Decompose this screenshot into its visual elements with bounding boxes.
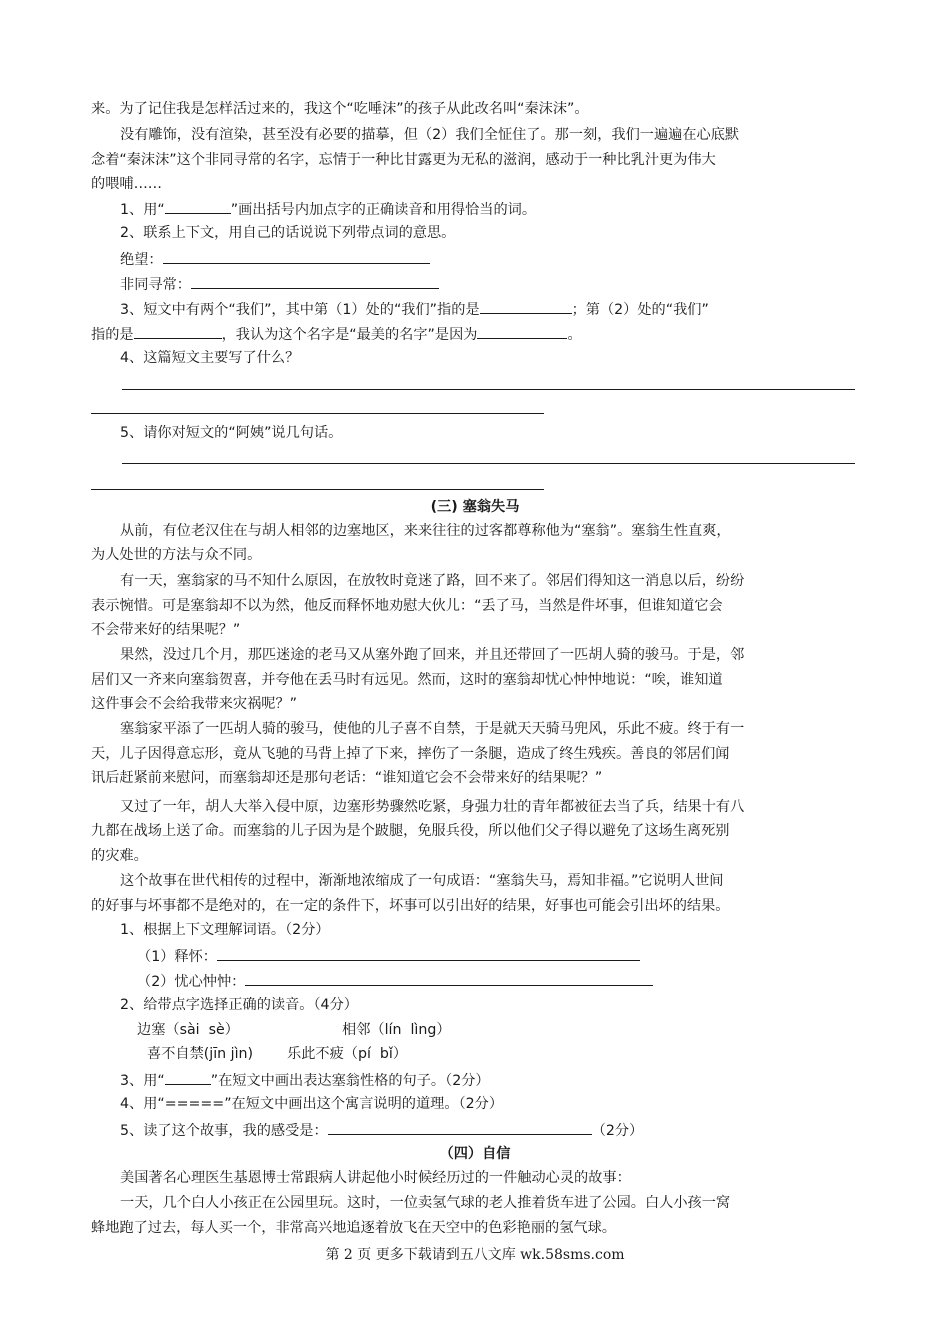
- question-2a: 边塞（sài sè）: [137, 1022, 239, 1038]
- passage-line: 这件事会不会给我带来灾祸呢？”: [91, 696, 297, 712]
- answer-blank[interactable]: [165, 198, 231, 214]
- question-1b: （2）忧心忡忡：: [137, 970, 653, 992]
- passage-line: 从前，有位老汉住在与胡人相邻的边塞地区，来来往往的过客都尊称他为“塞翁”。塞翁生性直爽，: [120, 523, 731, 539]
- answer-blank[interactable]: [477, 323, 567, 339]
- passage-line: 有一天，塞翁家的马不知什么原因，在放牧时竟迷了路，回不来了。邻居们得知这一消息以后，纷纷: [120, 573, 745, 589]
- answer-blank[interactable]: [191, 273, 439, 289]
- section-title: (三) 塞翁失马: [430, 499, 520, 515]
- passage-line: 不会带来好的结果呢？”: [91, 622, 241, 638]
- passage-line: 九都在战场上送了命。而塞翁的儿子因为是个跛腿，免服兵役，所以他们父子得以避免了这场生离死别: [91, 823, 730, 839]
- passage-line: 念着“秦沫沫”这个非同寻常的名字，忘情于一种比甘露更为无私的滋润，感动于一种比乳汁更为伟大: [91, 152, 716, 168]
- section-title: （四）自信: [439, 1146, 511, 1162]
- answer-line[interactable]: [122, 389, 855, 390]
- answer-blank[interactable]: [328, 1119, 592, 1135]
- passage-line: 一天，几个白人小孩正在公园里玩。这时，一位卖氢气球的老人推着货车进了公园。白人小孩一窝: [120, 1195, 731, 1211]
- question-3: 3、短文中有两个“我们”，其中第（1）处的“我们”指的是 ；第（2）处的“我们”: [120, 298, 709, 320]
- question-1: 1、根据上下文理解词语。（2分）: [120, 922, 330, 938]
- passage-line: 的喂哺……: [91, 176, 162, 192]
- passage-line: 居们又一齐来向塞翁贺喜，并夸他在丢马时有远见。然而，这时的塞翁却忧心忡忡地说：“唉，谁知道: [91, 672, 723, 688]
- passage-line: 来。为了记住我是怎样活过来的，我这个“吃唾沫”的孩子从此改名叫“秦沫沫”。: [91, 101, 589, 117]
- question-5: 5、读了这个故事，我的感受是： （2分）: [120, 1119, 643, 1141]
- answer-line[interactable]: [91, 413, 544, 414]
- passage-line: 没有雕饰，没有渲染，甚至没有必要的描摹，但（2）我们全怔住了。那一刻，我们一遍遍在心底默: [120, 127, 740, 143]
- answer-blank[interactable]: [165, 1069, 211, 1085]
- answer-line[interactable]: [91, 489, 544, 490]
- question-3: 3、用“ ”在短文中画出表达塞翁性格的句子。（2分）: [120, 1069, 490, 1091]
- question-5: 5、请你对短文的“阿姨”说几句话。: [120, 425, 343, 441]
- answer-blank[interactable]: [245, 970, 653, 986]
- question-4: 4、用“=====”在短文中画出这个寓言说明的道理。（2分）: [120, 1096, 504, 1112]
- answer-blank[interactable]: [217, 945, 640, 961]
- question-2: 2、联系上下文，用自己的话说说下列带点词的意思。: [120, 225, 456, 241]
- answer-blank[interactable]: [134, 323, 222, 339]
- question-2c: 喜不自禁(jīn jìn): [147, 1046, 254, 1062]
- answer-blank[interactable]: [163, 248, 430, 264]
- passage-line: 塞翁家平添了一匹胡人骑的骏马，使他的儿子喜不自禁，于是就天天骑马兜风，乐此不疲。终于有一: [120, 721, 745, 737]
- passage-line: 为人处世的方法与众不同。: [91, 547, 262, 563]
- answer-blank[interactable]: [480, 298, 572, 314]
- question-4: 4、这篇短文主要写了什么？: [120, 350, 300, 366]
- page-footer: 第 2 页 更多下载请到五八文库 wk.58sms.com: [325, 1247, 625, 1263]
- passage-line: 表示惋惜。可是塞翁却不以为然，他反而释怀地劝慰大伙儿：“丢了马，当然是件坏事，但谁知道它会: [91, 598, 723, 614]
- passage-line: 这个故事在世代相传的过程中，渐渐地浓缩成了一句成语：“塞翁失马，焉知非福。”它说明人世间: [120, 873, 724, 889]
- passage-line: 蜂地跑了过去，每人买一个，非常高兴地追逐着放飞在天空中的色彩艳丽的氢气球。: [91, 1220, 616, 1236]
- passage-line: 果然，没过几个月，那匹迷途的老马又从塞外跑了回来，并且还带回了一匹胡人骑的骏马。于是，邻: [120, 647, 745, 663]
- question-2b: 非同寻常：: [120, 273, 439, 295]
- question-2: 2、给带点字选择正确的读音。（4分）: [120, 997, 358, 1013]
- question-1a: （1）释怀：: [137, 945, 640, 967]
- passage-line: 又过了一年，胡人大举入侵中原，边塞形势骤然吃紧，身强力壮的青年都被征去当了兵，结果十有八: [120, 799, 745, 815]
- passage-line: 天，儿子因得意忘形，竟从飞驰的马背上掉了下来，摔伤了一条腿，造成了终生残疾。善良的邻居们闻: [91, 746, 730, 762]
- question-2a: 绝望：: [120, 248, 430, 270]
- passage-line: 美国著名心理医生基恩博士常跟病人讲起他小时候经历过的一件触动心灵的故事：: [120, 1170, 631, 1186]
- question-2d: 乐此不疲（pí bǐ）: [287, 1046, 408, 1062]
- passage-line: 的灾难。: [91, 848, 148, 864]
- question-1: 1、用“ ”画出括号内加点字的正确读音和用得恰当的词。: [120, 198, 536, 220]
- question-3-cont: 指的是 ，我认为这个名字是“最美的名字”是因为 。: [91, 323, 582, 345]
- answer-line[interactable]: [122, 463, 855, 464]
- passage-line: 讯后赶紧前来慰问，而塞翁却还是那句老话：“谁知道它会不会带来好的结果呢？”: [91, 770, 603, 786]
- question-2b: 相邻（lín lìng）: [342, 1022, 451, 1038]
- passage-line: 的好事与坏事都不是绝对的，在一定的条件下，坏事可以引出好的结果，好事也可能会引出坏的结果。: [91, 898, 730, 914]
